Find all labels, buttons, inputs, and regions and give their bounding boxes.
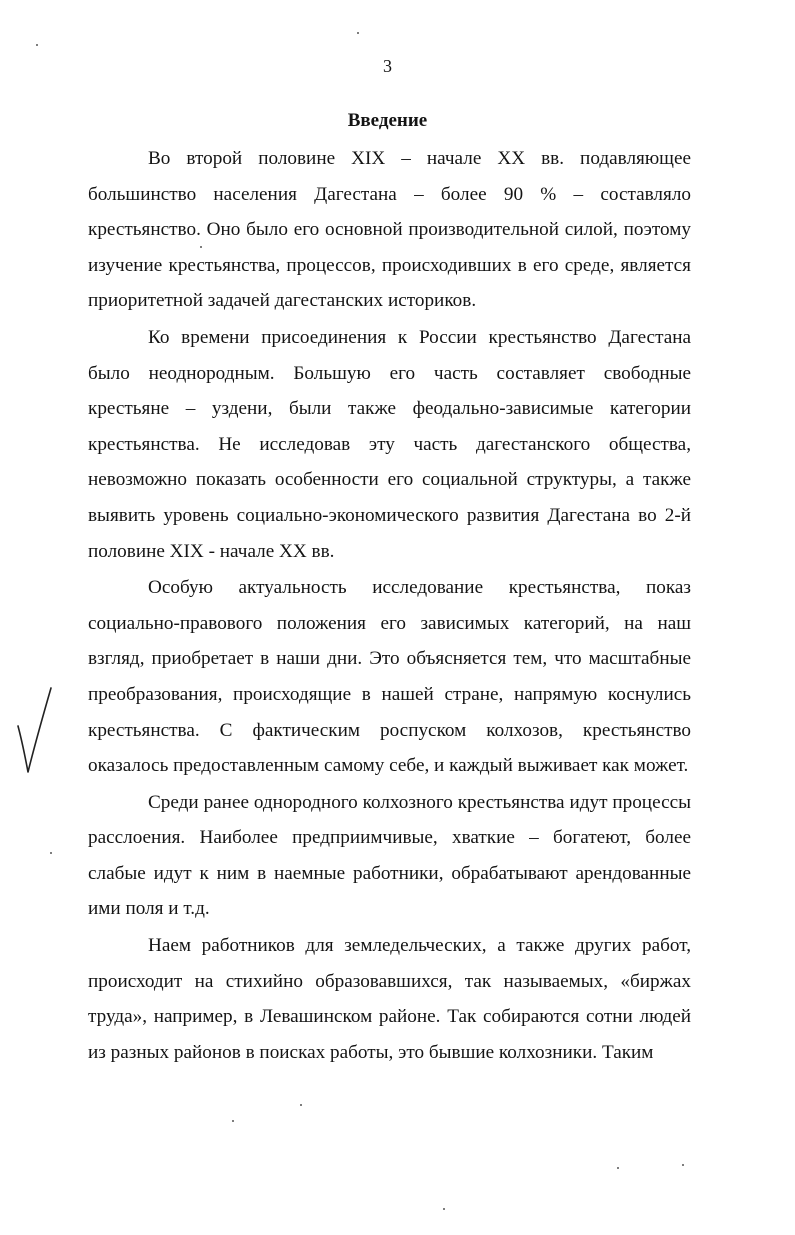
paragraph-1: Во второй половине XIX – начале XX вв. подавляющее большинство населения Дагестана – более 90 % – составляло крестьянство. Оно было его основной производительной силой, поэтому изучение крестьянства, процессов, происходивших в его среде, является приоритетной задачей дагестанских историков.	[88, 148, 691, 312]
paragraph-2: Ко времени присоединения к России крестьянство Дагестана было неоднородным. Большую его часть составляет свободные крестьяне – уздени, были также феодально-зависимые категории крестьянства. Не исследовав эту часть дагестанского общества, невозможно показать особенности его социальной структуры, а также выявить уровень социально-экономического развития Дагестана во 2-й половине XIX - начале XX вв.	[88, 326, 691, 562]
handwritten-check-mark	[14, 686, 54, 776]
scan-speck	[617, 1167, 619, 1169]
scan-speck	[36, 44, 38, 46]
scan-speck	[50, 852, 52, 854]
scan-speck	[300, 1104, 302, 1106]
scan-speck	[682, 1164, 684, 1166]
scan-speck	[232, 1120, 234, 1122]
scan-speck	[357, 32, 359, 34]
scan-speck	[200, 246, 202, 248]
paragraph-5: Наем работников для земледельческих, а также других работ, происходит на стихийно образовавшихся, так называемых, «биржах труда», например, в Левашинском районе. Так собираются сотни людей из разных районов в поисках работы, это бывшие колхозники. Таким	[88, 935, 691, 1063]
scan-speck	[443, 1208, 445, 1210]
paragraph-3: Особую актуальность исследование крестьянства, показ социально-правового положения его зависимых категорий, на наш взгляд, приобретает в наши дни. Это объясняется тем, что масштабные преобразования, происходящие в нашей стране, напрямую коснулись крестьянства. С фактическим роспуском колхозов, крестьянство оказалось предоставленным самому себе, и каждый выживает как может.	[88, 577, 691, 777]
body-text	[88, 141, 691, 1071]
paragraph-4: Среди ранее однородного колхозного крестьянства идут процессы расслоения. Наиболее предприимчивые, хваткие – богатеют, более слабые идут к ним в наемные работники, обрабатывают арендованные ими поля и т.д.	[88, 791, 691, 920]
page-number: 3	[383, 56, 392, 76]
page-title: Введение	[347, 110, 428, 131]
